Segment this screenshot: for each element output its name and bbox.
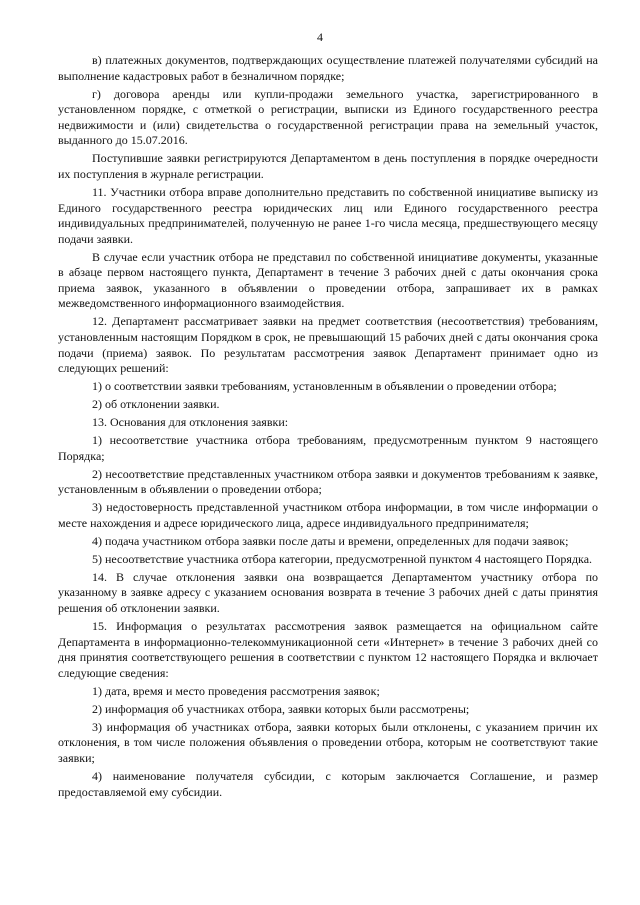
paragraph-clause-13-reason-4: 4) подача участником отбора заявки после даты и времени, определенных для подачи заявок; [92, 533, 569, 548]
paragraph-item-v-payment-documents: в) платежных документов, подтверждающих осуществление платежей получателями субсидий на выполнение кадастровых работ в безналичном порядке; [58, 53, 598, 83]
paragraph-clause-12: 12. Департамент рассматривает заявки на предмет соответствия (несоответствия) требованиям, установленным настоящим Порядком в срок, не превышающий 15 рабочих дней с даты окончания срока подачи (приема) заявок. По результатам рассмотрения заявок Департамент принимает одно из следующих решений: [58, 314, 598, 376]
paragraph-registration-of-applications: Поступившие заявки регистрируются Департаментом в день поступления в порядке очередности их поступления в журнале регистрации. [58, 151, 598, 181]
paragraph-clause-15-item-1: 1) дата, время и место проведения рассмотрения заявок; [92, 683, 380, 698]
paragraph-clause-13: 13. Основания для отклонения заявки: [92, 415, 289, 430]
paragraph-clause-15-item-3: 3) информация об участниках отбора, заявки которых были отклонены, с указанием причин их отклонения, в том числе положения объявления о проведении отбора, которым не соответствуют такие заявки; [58, 719, 598, 765]
paragraph-clause-11: 11. Участники отбора вправе дополнительно представить по собственной инициативе выписку из Единого государственного реестра юридических лиц или Единого государственного реестра индивидуальных предпринимателей, полученную не ранее 1-го числа месяца, предшествующего месяцу подачи заявки. [58, 184, 598, 246]
paragraph-clause-13-reason-3: 3) недостоверность представленной участником отбора информации, в том числе информации о месте нахождения и адресе юридического лица, адресе индивидуального предпринимателя; [58, 500, 598, 530]
paragraph-clause-15-item-4: 4) наименование получателя субсидии, с которым заключается Соглашение, и размер предоставляемой ему субсидии. [58, 768, 598, 799]
paragraph-clause-15-item-2: 2) информация об участниках отбора, заявки которых были рассмотрены; [92, 701, 470, 716]
paragraph-clause-13-reason-2: 2) несоответствие представленных участником отбора заявки и документов требованиям к заявке, установленным в объявлении о проведении отбора; [58, 466, 598, 497]
document-body [58, 53, 598, 803]
paragraph-clause-12-decision-2: 2) об отклонении заявки. [92, 397, 220, 412]
page-number: 4 [317, 30, 323, 44]
paragraph-clause-14: 14. В случае отклонения заявки она возвращается Департаментом участнику отбора по указанному в заявке адресу с указанием основания возврата в течение 3 рабочих дней с даты принятия решения об отклонении заявки. [58, 569, 598, 616]
paragraph-clause-13-reason-1: 1) несоответствие участника отбора требованиям, предусмотренным пунктом 9 настоящего Порядка; [58, 433, 598, 463]
paragraph-clause-13-reason-5: 5) несоответствие участника отбора категории, предусмотренной пунктом 4 настоящего Порядка. [92, 551, 593, 566]
paragraph-clause-15: 15. Информация о результатах рассмотрения заявок размещается на официальном сайте Департамента в информационно-телекоммуникационной сети «Интернет» в течение 3 рабочих дней со дня принятия соответствующего решения в соответствии с пунктом 12 настоящего Порядка и включает следующие сведения: [58, 619, 598, 680]
paragraph-item-g-lease-agreement: г) договора аренды или купли-продажи земельного участка, зарегистрированного в установленном порядке, с отметкой о регистрации, выписки из Единого государственного реестра недвижимости и (или) свидетельства о государственной регистрации права на земельный участок, выданного до 15.07.2016. [58, 86, 598, 148]
paragraph-clause-11-interagency: В случае если участник отбора не представил по собственной инициативе документы, указанные в абзаце первом настоящего пункта, Департамент в течение 3 рабочих дней с даты окончания срока приема заявок, указанного в объявлении о проведении отбора, запрашивает их в рамках межведомственного информационного взаимодействия. [58, 249, 598, 311]
paragraph-clause-12-decision-1: 1) о соответствии заявки требованиям, установленным в объявлении о проведении отбора; [92, 379, 557, 394]
